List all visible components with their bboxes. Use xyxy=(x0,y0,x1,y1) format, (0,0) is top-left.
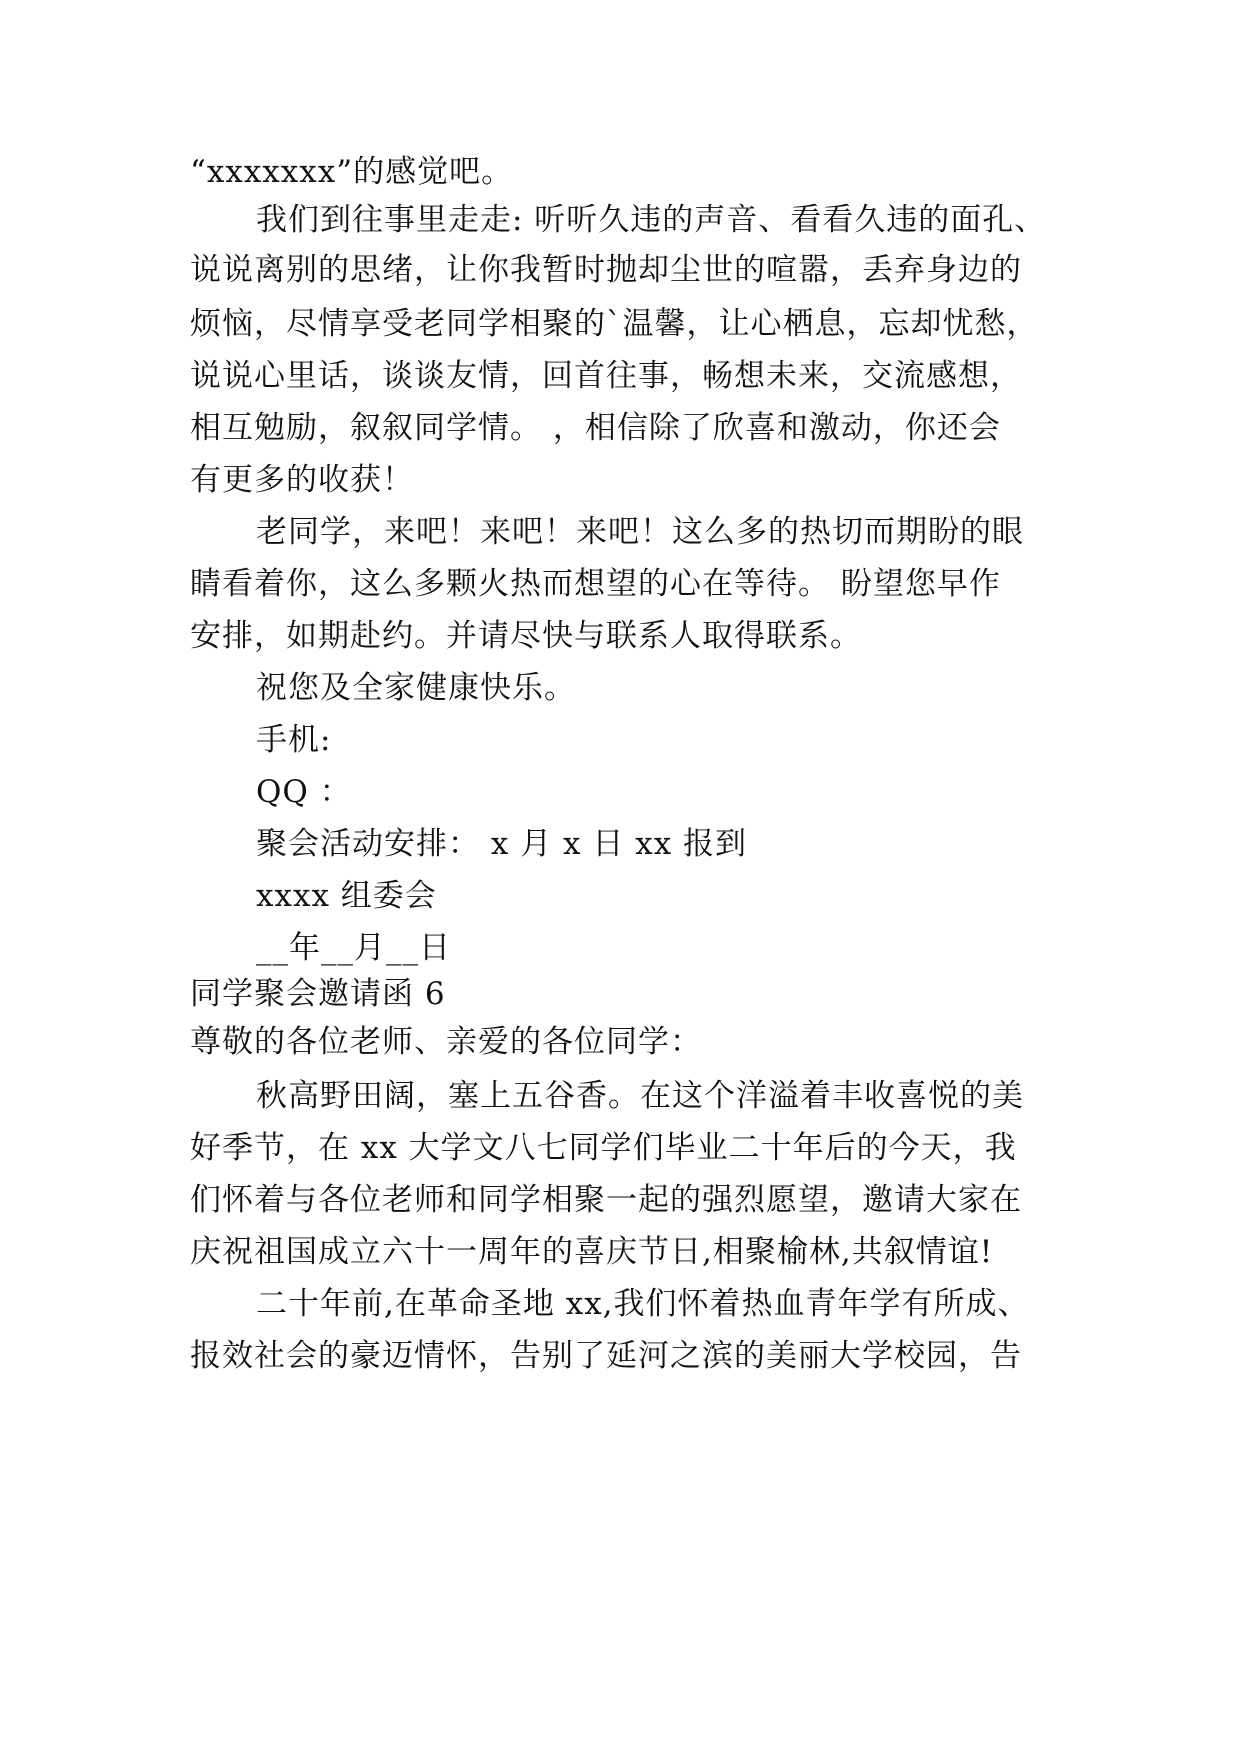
text-line: QQ ： xyxy=(256,774,352,810)
text-line: 们怀着与各位老师和同学相聚一起的强烈愿望，邀请大家在 xyxy=(190,1182,1022,1218)
text-line: 有更多的收获！ xyxy=(190,462,414,498)
text-line: 秋高野田阔，塞上五谷香。在这个洋溢着丰收喜悦的美 xyxy=(256,1078,1024,1114)
text-line: 祝您及全家健康快乐。 xyxy=(256,670,576,706)
text-line: 烦恼，尽情享受老同学相聚的`温馨，让心栖息，忘却忧愁， xyxy=(190,306,1039,342)
text-line: 老同学，来吧！来吧！来吧！这么多的热切而期盼的眼 xyxy=(256,514,1024,550)
text-line: __年__月__日 xyxy=(256,930,451,966)
text-line: 报效社会的豪迈情怀，告别了延河之滨的美丽大学校园，告 xyxy=(190,1338,1022,1374)
text-line: 二十年前,在革命圣地 xx,我们怀着热血青年学有所成、 xyxy=(256,1286,1030,1322)
text-line: xxxx 组委会 xyxy=(256,878,437,914)
text-line: 聚会活动安排： x 月 x 日 xx 报到 xyxy=(256,826,748,862)
text-line: 庆祝祖国成立六十一周年的喜庆节日,相聚榆林,共叙情谊! xyxy=(190,1234,994,1270)
text-line: 好季节，在 xx 大学文八七同学们毕业二十年后的今天，我 xyxy=(190,1130,1017,1166)
text-line: 安排，如期赴约。并请尽快与联系人取得联系。 xyxy=(190,618,862,654)
section-title: 同学聚会邀请函 6 xyxy=(190,976,446,1012)
text-line: 说说离别的思绪，让你我暂时抛却尘世的喧嚣，丢弃身边的 xyxy=(190,252,1022,288)
text-line: 手机: xyxy=(256,722,332,758)
salutation: 尊敬的各位老师、亲爱的各位同学： xyxy=(190,1024,702,1060)
text-line: 相互勉励，叙叙同学情。 ，相信除了欣喜和激动，你还会 xyxy=(190,410,1001,446)
text-line: “xxxxxxx”的感觉吧。 xyxy=(190,154,514,190)
text-line: 我们到往事里走走: 听听久违的声音、看看久违的面孔、 xyxy=(256,202,1047,238)
text-line: 说说心里话，谈谈友情，回首往事，畅想未来，交流感想， xyxy=(190,358,1022,394)
text-line: 睛看着你，这么多颗火热而想望的心在等待。 盼望您早作 xyxy=(190,566,1001,602)
